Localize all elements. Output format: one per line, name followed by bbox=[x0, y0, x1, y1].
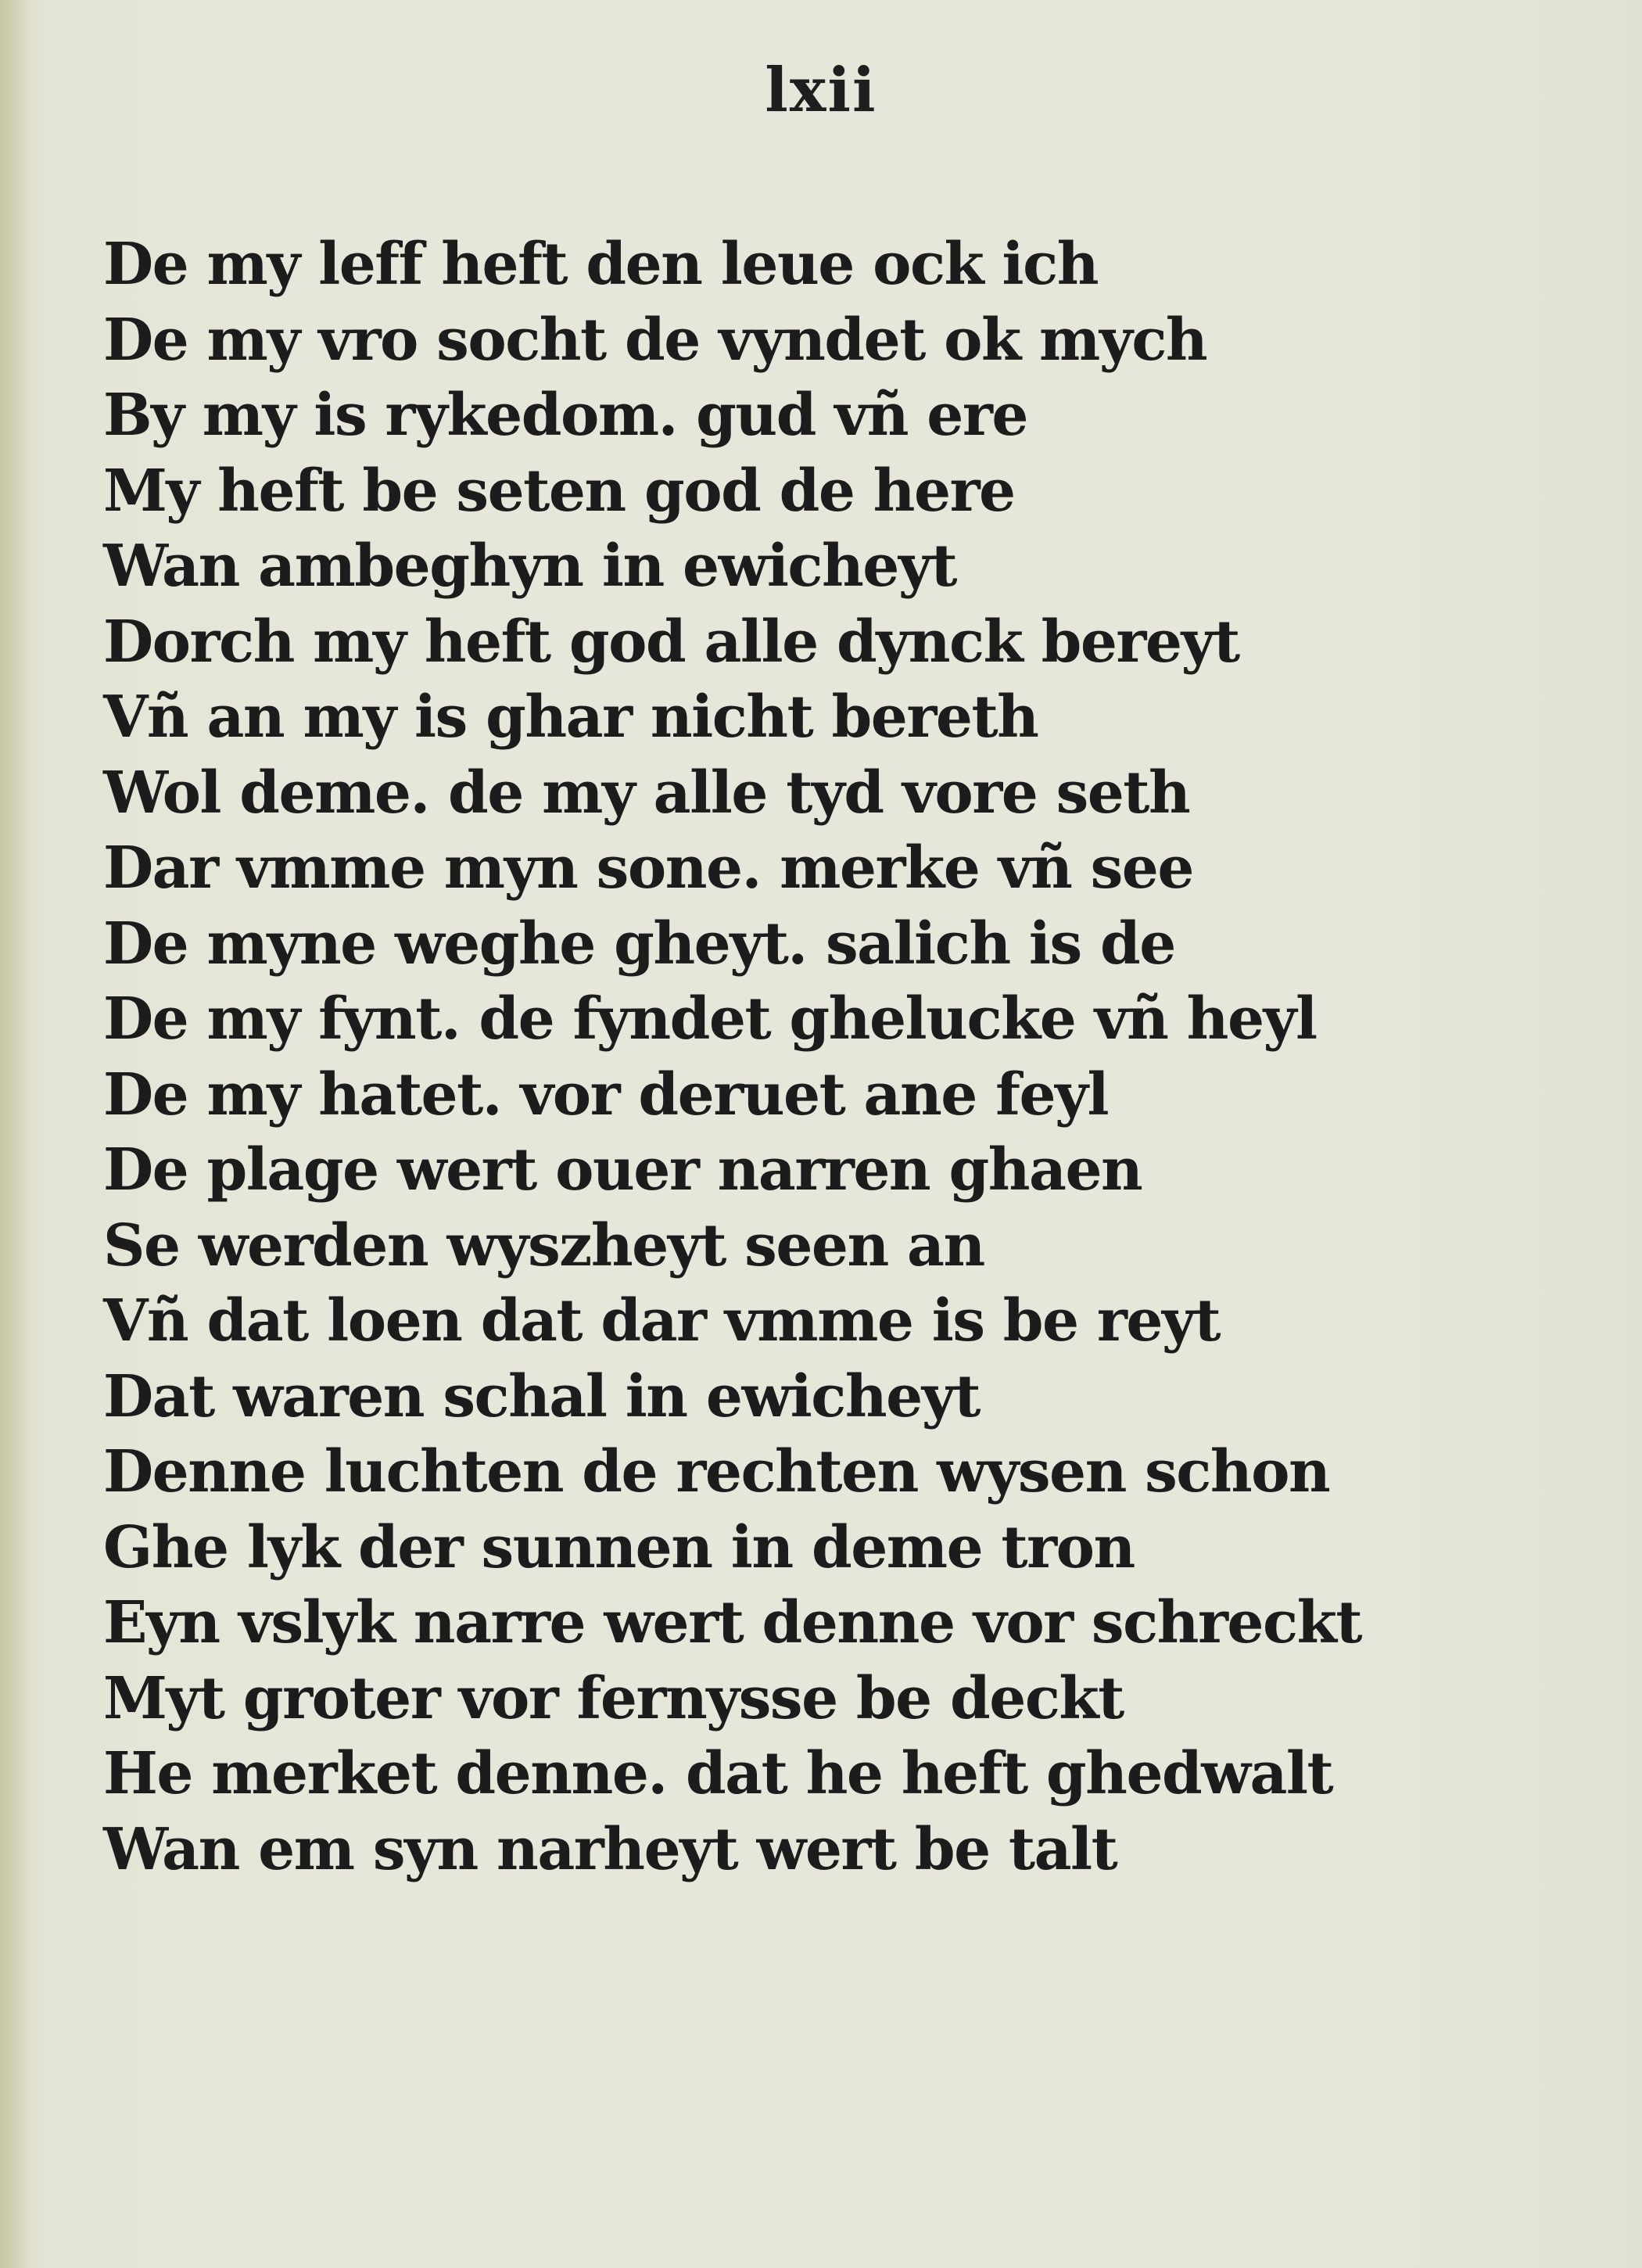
verse-line: Wan ambeghyn in ewicheyt bbox=[103, 533, 957, 600]
verse-line: Dorch my heft god alle dynck bereyt bbox=[103, 608, 1239, 676]
verse-line: Dat waren schal in ewicheyt bbox=[103, 1362, 980, 1430]
verse-line: Wol deme. de my alle tyd vore seth bbox=[103, 759, 1190, 827]
spine-shadow bbox=[0, 0, 31, 2268]
verse-line: Vñ an my is ghar nicht bereth bbox=[103, 684, 1038, 751]
verse-line: De my leff heft den leue ock ich bbox=[103, 231, 1099, 298]
verse-line: De my hatet. vor deruet ane feyl bbox=[103, 1060, 1109, 1129]
verse-line: Se werden wyszheyt seen an bbox=[103, 1211, 984, 1279]
verse-line: Dar vmme myn sone. merke vñ see bbox=[103, 834, 1193, 902]
verse-line: Vñ dat loen dat dar vmme is be reyt bbox=[103, 1287, 1221, 1355]
folio-number: lxii bbox=[765, 55, 877, 126]
verse-text-block bbox=[103, 227, 1511, 1887]
verse-line: Denne luchten de rechten wysen schon bbox=[103, 1438, 1330, 1505]
verse-line: De my vro socht de vyndet ok mych bbox=[103, 306, 1207, 374]
verse-line: Eyn vslyk narre wert denne vor schreckt bbox=[103, 1589, 1362, 1656]
verse-line: Myt groter vor fernysse be deckt bbox=[103, 1664, 1124, 1732]
verse-line: By my is rykedom. gud vñ ere bbox=[103, 382, 1027, 449]
verse-line: Wan em syn narheyt wert be talt bbox=[103, 1815, 1117, 1883]
verse-line: My heft be seten god de here bbox=[103, 457, 1015, 525]
verse-line: He merket denne. dat he heft ghedwalt bbox=[103, 1740, 1333, 1807]
verse-line: Ghe lyk der sunnen in deme tron bbox=[103, 1513, 1135, 1581]
verse-line: De myne weghe gheyt. salich is de bbox=[103, 910, 1175, 978]
verse-line: De my fynt. de fyndet ghelucke vñ heyl bbox=[103, 985, 1317, 1053]
verse-line: De plage wert ouer narren ghaen bbox=[103, 1136, 1142, 1204]
